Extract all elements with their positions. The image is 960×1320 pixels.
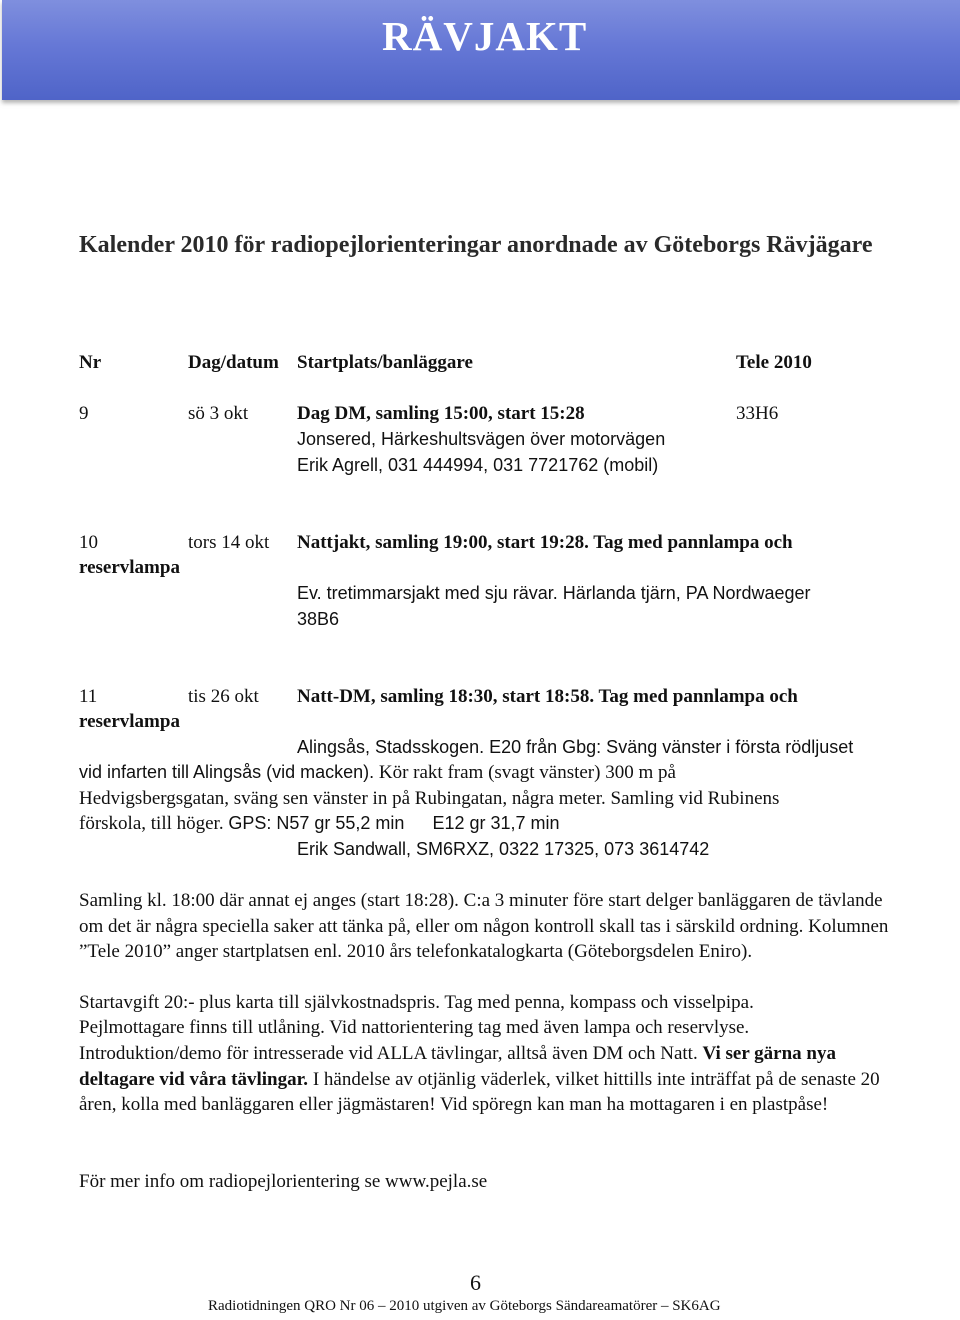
event-location: Alingsås, Stadsskogen. E20 från Gbg: Sväng vänster i första rödljuset xyxy=(297,737,854,757)
page-heading: Kalender 2010 för radiopejlorienteringar anordnade av Göteborgs Rävjägare xyxy=(79,232,873,258)
event-gps: förskola, till höger. GPS: N57 gr 55,2 min E12 gr 31,7 min xyxy=(79,813,560,834)
event-date: tors 14 okt xyxy=(188,532,270,553)
event-nr: 9 xyxy=(79,403,89,424)
event-title-wrap: reservlampa xyxy=(79,711,180,732)
more-info: För mer info om radiopejlorientering se www.pejla.se xyxy=(79,1171,488,1192)
event-title: Natt-DM, samling 18:30, start 18:58. Tag med pannlampa och xyxy=(297,686,798,707)
event-organizer: Erik Agrell, 031 444994, 031 7721762 (mobil) xyxy=(297,455,659,475)
col-header-start: Startplats/banläggare xyxy=(297,352,473,373)
info-fee: Startavgift 20:- plus karta till självkostnadspris. Tag med penna, kompass och visselpipa. xyxy=(79,992,754,1013)
title-banner xyxy=(2,0,960,100)
event-title-wrap: reservlampa xyxy=(79,557,180,578)
event-title: Dag DM, samling 15:00, start 15:28 xyxy=(297,403,585,424)
event-nr: 10 xyxy=(79,532,98,553)
page-number: 6 xyxy=(470,1270,481,1295)
event-organizer: Erik Sandwall, SM6RXZ, 0322 17325, 073 3614742 xyxy=(297,839,710,859)
event-date: tis 26 okt xyxy=(188,686,259,707)
event-directions: Hedvigsbergsgatan, sväng sen vänster in på Rubingatan, några meter. Samling vid Rubinens xyxy=(79,788,780,809)
info-paragraph: Samling kl. 18:00 där annat ej anges (start 18:28). C:a 3 minuter före start delger banläggaren de tävlande om det är några speciella saker att tänka på, eller om någon kontroll skall tas i särskild ordning. Kolumnen ”Tele 2010” anger startplatsen enl. 2010 års telefonkatalogkarta (Göteborgsdelen Eniro). xyxy=(79,890,889,962)
col-header-nr: Nr xyxy=(79,352,102,373)
event-map-ref: 38B6 xyxy=(297,609,340,629)
info-intro: Introduktion/demo för intresserade vid ALLA tävlingar, alltså även DM och Natt. Vi ser gärna nya deltagare vid våra tävlingar. I händelse av otjänlig väderlek, vilket hittills inte inträffat på de senaste 20 åren, kolla med banläggaren eller jägmästaren! Vid spöregn kan man ha mottagaren i en plastpåse! xyxy=(79,1043,880,1115)
col-header-date: Dag/datum xyxy=(188,352,279,373)
event-location: Ev. tretimmarsjakt med sju rävar. Härlanda tjärn, PA Nordwaeger xyxy=(297,583,811,603)
event-date: sö 3 okt xyxy=(188,403,249,424)
col-header-tele: Tele 2010 xyxy=(736,352,812,373)
event-tele: 33H6 xyxy=(736,403,779,424)
event-nr: 11 xyxy=(79,686,98,707)
event-location: Jonsered, Härkeshultsvägen över motorvägen xyxy=(297,429,666,449)
page-footer: Radiotidningen QRO Nr 06 – 2010 utgiven av Göteborgs Sändareamatörer – SK6AG xyxy=(208,1298,721,1314)
event-directions: vid infarten till Alingsås (vid macken). Kör rakt fram (svagt vänster) 300 m på xyxy=(79,762,676,783)
info-receivers: Pejlmottagare finns till utlåning. Vid nattorientering tag med även lampa och reservlyse. xyxy=(79,1017,750,1038)
event-title: Nattjakt, samling 19:00, start 19:28. Tag med pannlampa och xyxy=(297,532,793,553)
banner-title: RÄVJAKT xyxy=(382,13,588,59)
